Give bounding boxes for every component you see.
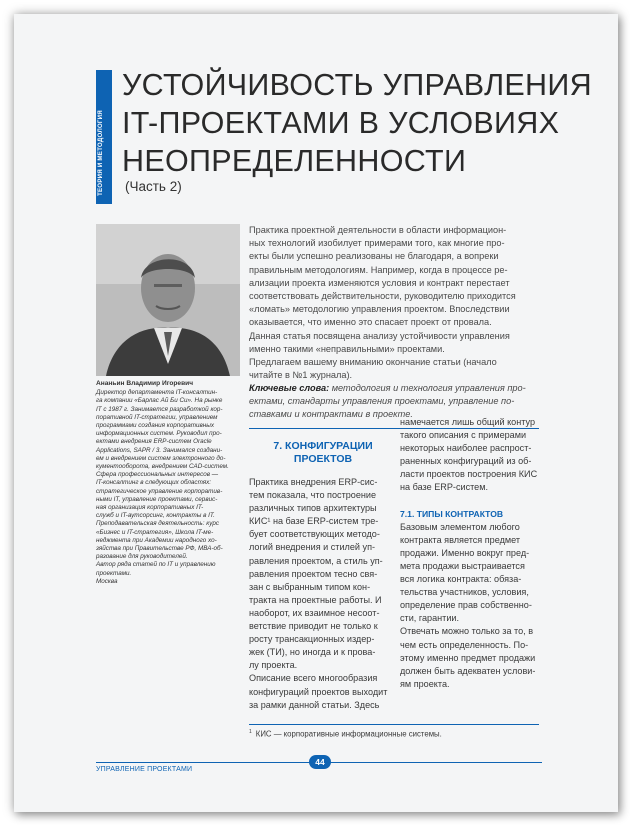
body-line: конфигураций проектов выходит bbox=[249, 686, 388, 697]
body-line: намечается лишь общий контур bbox=[400, 417, 536, 427]
body-line: мета продажи выстраивается bbox=[400, 560, 525, 571]
intro-line: соответствовать действительности, руководителю приходится bbox=[249, 291, 516, 302]
body-line: раненных конфигураций из об- bbox=[400, 456, 532, 467]
keywords-line bbox=[249, 382, 539, 395]
bio-line: IT с 1987 г. Занимается разработкой кор- bbox=[96, 405, 223, 413]
body-line: определение прав собственно- bbox=[400, 600, 532, 611]
author-info bbox=[96, 380, 240, 586]
bio-line: Москва bbox=[96, 577, 118, 585]
keywords-label: Ключевые слова: bbox=[249, 383, 330, 393]
article-title bbox=[122, 66, 592, 180]
magazine-page bbox=[14, 14, 618, 812]
footer-journal-label: УПРАВЛЕНИЕ ПРОЕКТАМИ bbox=[96, 766, 193, 773]
body-line: тем показала, что построение bbox=[249, 490, 377, 501]
intro-line: Практика проектной деятельности в области информацион- bbox=[249, 225, 507, 235]
body-line: ветствие приводит не только к bbox=[249, 621, 378, 632]
body-line: за рамки данной статьи. Здесь bbox=[249, 699, 380, 710]
bio-line: информационных систем. Руководил про- bbox=[96, 430, 222, 438]
body-line: жек (ТИ), но иногда и к прова- bbox=[249, 647, 376, 658]
body-line: наоборот, их взаимное несоот- bbox=[249, 607, 380, 618]
bio-line: программами создания корпоративных bbox=[96, 422, 215, 430]
body-line: Практика внедрения ERP-сис- bbox=[249, 477, 378, 487]
body-line: продажи. Именно вокруг пред- bbox=[400, 547, 530, 558]
bio-line: ными IT, управление проектами, сервис- bbox=[96, 495, 218, 503]
bio-line: ем и внедрением систем электронного до- bbox=[96, 454, 226, 462]
body-line: КИС¹ на базе ERP-систем тре- bbox=[249, 516, 379, 527]
bio-line: зяйства при Правительстве РФ, МВА-об- bbox=[96, 545, 223, 553]
body-line: Отвечать можно только за то, в bbox=[400, 626, 534, 637]
bio-line: га компании «Барлас Ай Би Си». На рынке bbox=[96, 397, 223, 405]
body-line: различных типов архитектуры bbox=[249, 503, 377, 514]
footnote-mark: 1 bbox=[249, 729, 252, 735]
section-heading-line: ПРОЕКТОВ bbox=[293, 453, 353, 465]
intro-line: читайте в №1 журнала). bbox=[249, 370, 353, 381]
body-line: чем есть определенность. По- bbox=[400, 639, 529, 650]
body-line: ям проекта. bbox=[400, 678, 450, 689]
body-line: логий внедрения и стилей уп- bbox=[249, 542, 376, 553]
body-column-left bbox=[249, 476, 397, 712]
keywords-line: ектами, стандарты управления проектами, управление по- bbox=[249, 396, 515, 407]
bio-line: служб и IT-аутсорсинг, контракты в IT. bbox=[96, 512, 215, 520]
body-line: сти, гарантии. bbox=[400, 613, 460, 624]
body-line: зан с выбранным типом кон- bbox=[249, 581, 371, 592]
body-line: росту трансакционных издер- bbox=[249, 634, 375, 645]
body-line: лу проекта. bbox=[249, 660, 298, 671]
bio-line: неджмента при Академии народного хо- bbox=[96, 536, 217, 544]
body-line: некоторых наиболее распрост- bbox=[400, 443, 532, 454]
bio-line: «Бизнес и IT-стратегия», Школа IT-ме- bbox=[96, 528, 214, 536]
body-line: этому именно предмет продажи bbox=[400, 652, 536, 663]
keywords-line: ставками и контрактами в проекте. bbox=[249, 409, 413, 420]
body-line: тракта на проектные работы. И bbox=[249, 594, 382, 605]
intro-line: именно такими «неправильными» проектами. bbox=[249, 343, 445, 354]
intro-line: Данная статья посвящена анализу устойчивости управления bbox=[249, 330, 510, 341]
body-line: должен быть адекватен услови- bbox=[400, 665, 536, 676]
intro-line: правильным методологиям. Например, когда в процессе ре- bbox=[249, 264, 508, 275]
intro-line: «ломать» методологию управления проектом. Впоследствии bbox=[249, 304, 510, 315]
bio-line: кументооборота, внедрением CAD-систем. bbox=[96, 463, 229, 471]
article-intro bbox=[249, 224, 539, 382]
page-number-badge: 44 bbox=[309, 755, 331, 769]
bio-line: ектами внедрения ERP-систем Oracle bbox=[96, 438, 212, 446]
intro-line: ных технологий изобилует примерами того, как многие про- bbox=[249, 238, 505, 249]
bio-line: разование для руководителей. bbox=[96, 553, 188, 561]
title-line: НЕОПРЕДЕЛЕННОСТИ bbox=[122, 144, 467, 178]
body-line: контракта является предмет bbox=[400, 534, 521, 545]
body-line: такого описания с примерами bbox=[400, 430, 527, 441]
author-portrait-image bbox=[96, 224, 240, 376]
bio-line: Директор департамента IT-консалтин- bbox=[96, 389, 218, 397]
section-heading-line: 7. КОНФИГУРАЦИИ bbox=[273, 440, 373, 452]
author-bio bbox=[96, 389, 240, 586]
section-label: ТЕОРИЯ И МЕТОДОЛОГИЯ bbox=[97, 110, 104, 196]
subsection-heading: 7.1. ТИПЫ КОНТРАКТОВ bbox=[400, 508, 504, 519]
author-name: Ананьин Владимир Игоревич bbox=[96, 380, 194, 387]
keywords-text: методология и технология управления про- bbox=[331, 383, 526, 393]
bio-line: Сфера профессиональных интересов — bbox=[96, 471, 219, 479]
title-line: IT-ПРОЕКТАМИ В УСЛОВИЯХ bbox=[122, 106, 560, 140]
body-line: на базе ERP-систем. bbox=[400, 482, 489, 493]
bio-line: IT-консалтинг в следующих областях: bbox=[96, 479, 212, 487]
body-line: Базовым элементом любого bbox=[400, 521, 520, 532]
intro-line: Предлагаем вашему вниманию окончание статьи (начало bbox=[249, 357, 497, 368]
body-line: ласти проектов построения КИС bbox=[400, 469, 538, 480]
footnote-text: КИС — корпоративные информационные системы. bbox=[255, 729, 442, 739]
bio-line: Автор ряда статей по IT и управлению bbox=[96, 561, 216, 569]
body-line: вся логика контракта: обяза- bbox=[400, 574, 522, 585]
article-subtitle: (Часть 2) bbox=[125, 179, 182, 194]
bio-line: поративной IT-стратегии, управлением bbox=[96, 413, 218, 421]
body-line: бует соответствующих методо- bbox=[249, 529, 380, 540]
bio-line: ная организация корпоративных IT- bbox=[96, 504, 204, 512]
body-line: равления проектом тесно свя- bbox=[249, 568, 378, 579]
body-line: Описание всего многообразия bbox=[249, 673, 378, 684]
body-column-right bbox=[400, 416, 540, 691]
bio-line: проектами. bbox=[96, 569, 132, 577]
section-heading bbox=[254, 440, 392, 466]
bio-line: Applications, SAPR / 3. Занимался создани- bbox=[96, 446, 223, 454]
body-line: тельства участников, условия, bbox=[400, 587, 529, 598]
intro-line: оказывается, что именно это спасает проект от провала. bbox=[249, 317, 492, 328]
body-line: равления проектом, а стиль уп- bbox=[249, 555, 383, 566]
title-line: УСТОЙЧИВОСТЬ УПРАВЛЕНИЯ bbox=[122, 68, 592, 102]
footnote-divider bbox=[249, 724, 539, 725]
intro-line: екты были успешно реализованы не благодаря, а вопреки bbox=[249, 251, 499, 262]
bio-line: стратегическое управление корпоратив- bbox=[96, 487, 223, 495]
intro-line: ализации проекта изменяются условия и контракт перестает bbox=[249, 277, 510, 288]
bio-line: Преподавательская деятельность: курс bbox=[96, 520, 219, 528]
footnote bbox=[249, 729, 539, 739]
author-photo bbox=[96, 224, 240, 376]
